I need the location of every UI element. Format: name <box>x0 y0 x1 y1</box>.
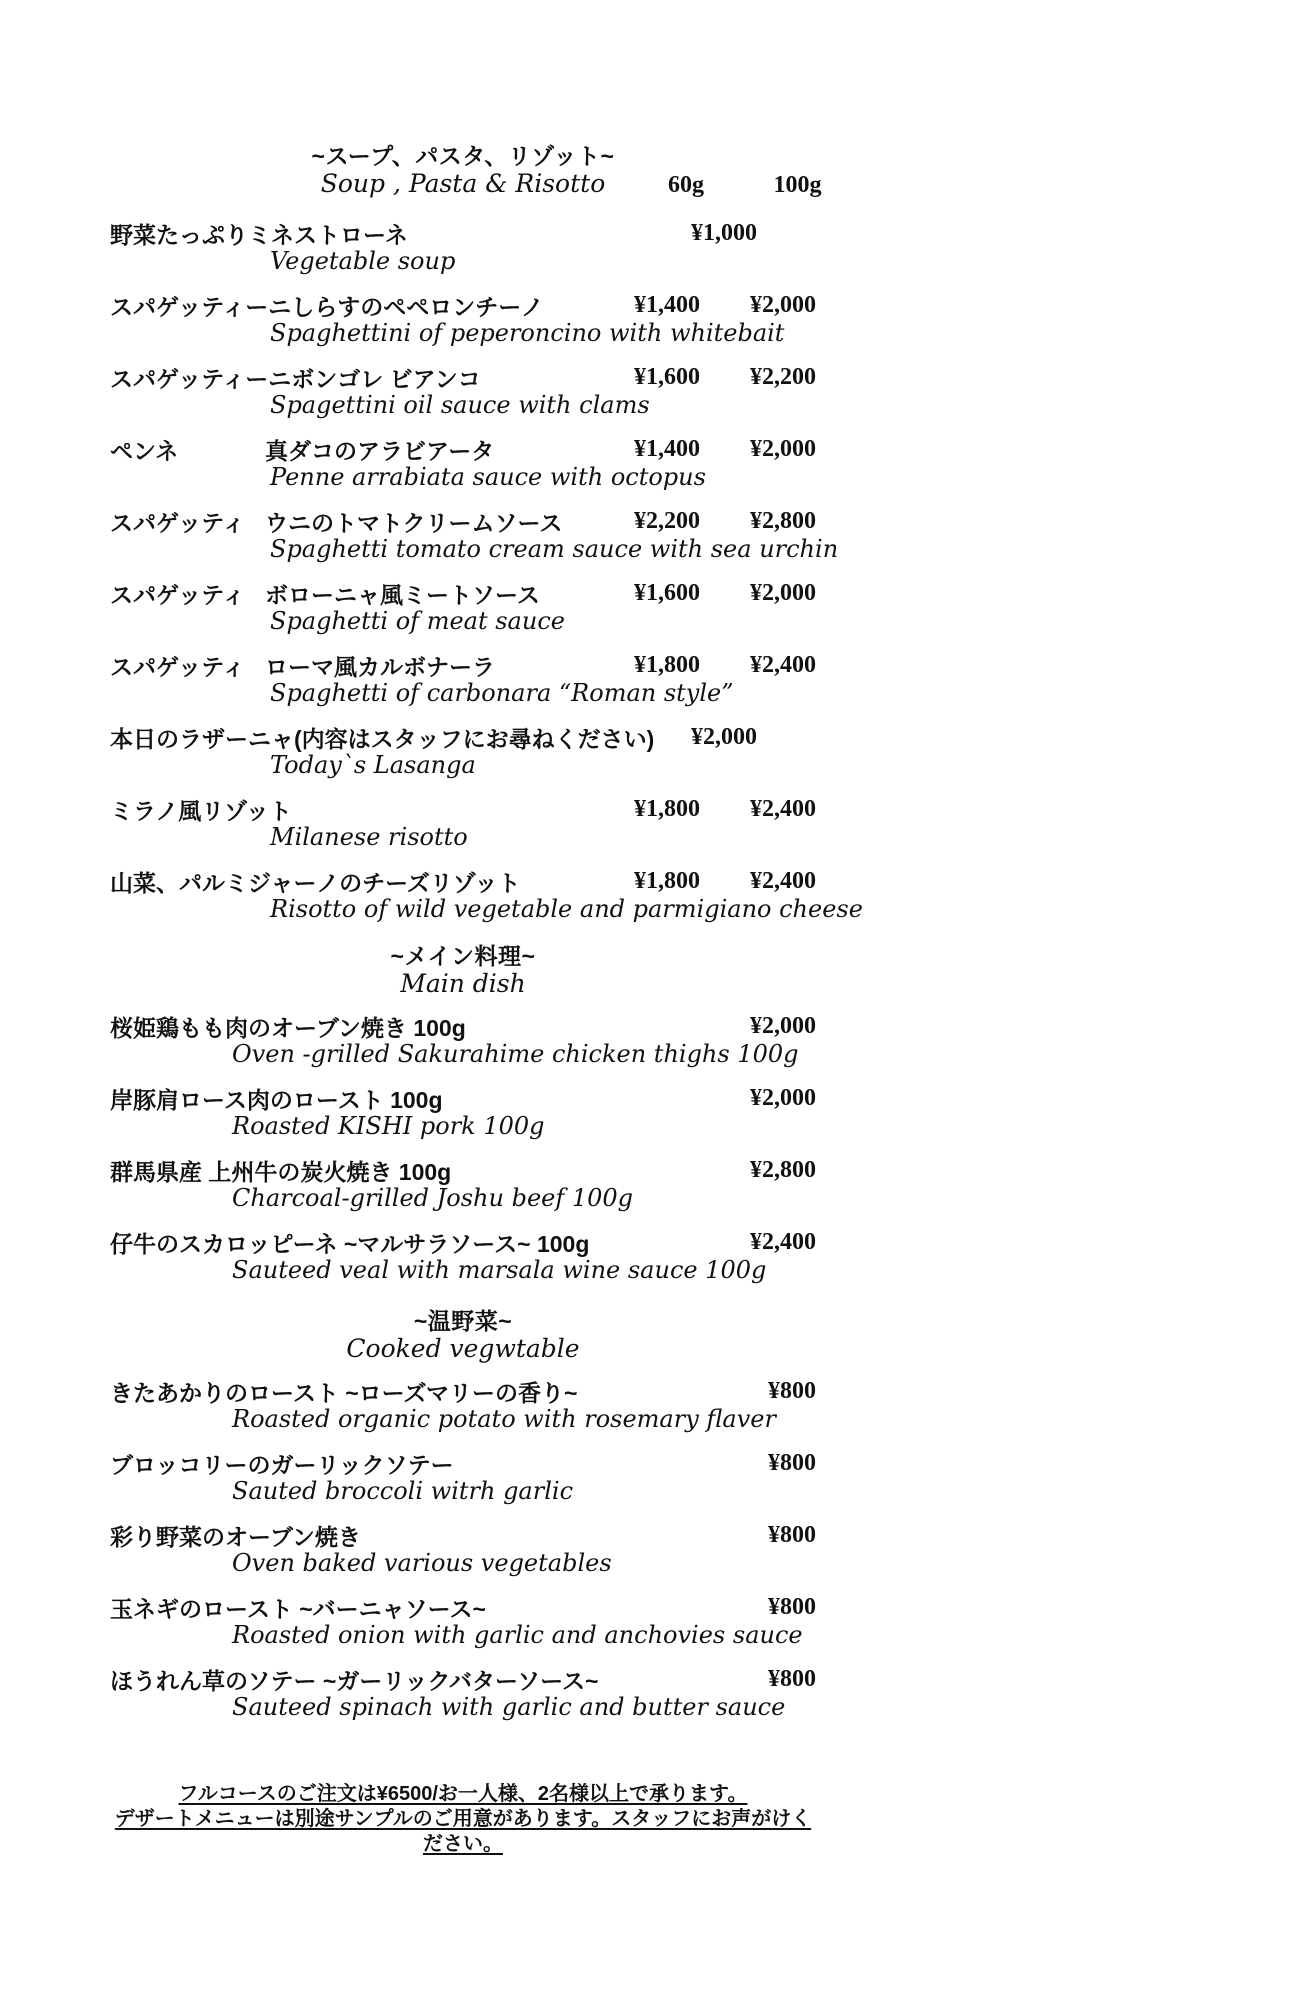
item-name-jp: ほうれん草のソテー ~ガーリックバターソース~ <box>110 1668 599 1694</box>
section-title-jp: ~メイン料理~ <box>390 943 536 969</box>
section-title-jp: ~スープ、パスタ、リゾット~ <box>311 143 615 169</box>
item-name-en: Risotto of wild vegetable and parmigiano cheese <box>270 895 863 923</box>
menu-item <box>110 438 816 490</box>
item-price-100g: ¥2,000 <box>750 292 816 318</box>
column-header-60g: 60g <box>668 172 704 198</box>
menu-content <box>110 143 863 1740</box>
item-name-jp: ミラノ風リゾット <box>110 798 292 824</box>
item-name-en: Roasted onion with garlic and anchovies sauce <box>232 1621 803 1649</box>
item-name-jp: 真ダコのアラビアータ <box>265 438 495 464</box>
item-name-en: Spaghettini of peperoncino with whitebait <box>270 319 785 347</box>
item-price: ¥2,800 <box>750 1157 816 1183</box>
item-pasta-type-jp: スパゲッティーニ <box>110 294 292 320</box>
item-price-60g: ¥1,600 <box>634 364 700 390</box>
item-name-en: Sauteed veal with marsala wine sauce 100g <box>232 1256 767 1284</box>
item-price: ¥800 <box>768 1450 816 1476</box>
item-price-100g: ¥2,400 <box>750 868 816 894</box>
item-name-jp: 玉ネギのロースト ~バーニャソース~ <box>110 1596 486 1622</box>
item-line-jp <box>110 870 816 896</box>
footer-note-full-course: フルコースのご注文は¥6500/お一人様、2名様以上で承ります。 <box>178 1783 748 1805</box>
item-line-jp <box>110 222 816 248</box>
item-line-jp <box>110 438 816 464</box>
item-line-jp <box>110 294 816 320</box>
item-price-100g: ¥2,400 <box>750 796 816 822</box>
item-name-en: Penne arrabiata sauce with octopus <box>270 463 706 491</box>
item-pasta-type-jp: スパゲッティ <box>110 582 246 608</box>
menu-item <box>110 366 816 418</box>
menu-item <box>110 222 816 274</box>
item-name-jp: 野菜たっぷりミネストローネ <box>110 222 408 248</box>
item-line-jp <box>110 1668 816 1694</box>
item-name-jp: 岸豚肩ロース肉のロースト 100g <box>110 1087 443 1113</box>
item-price: ¥1,000 <box>691 220 757 246</box>
item-price-60g: ¥1,800 <box>634 796 700 822</box>
section-title-en: Cooked vegwtable <box>346 1334 580 1363</box>
item-line-jp <box>110 1596 816 1622</box>
menu-item <box>110 294 816 346</box>
menu-item <box>110 1159 816 1211</box>
menu-item <box>110 1380 816 1432</box>
item-name-en: Spaghetti tomato cream sauce with sea urchin <box>270 535 839 563</box>
item-price-60g: ¥1,800 <box>634 652 700 678</box>
item-price: ¥2,000 <box>750 1013 816 1039</box>
item-line-jp <box>110 726 816 752</box>
item-line-jp <box>110 582 816 608</box>
item-name-en: Today`s Lasanga <box>270 751 476 779</box>
menu-section <box>110 1308 816 1720</box>
item-pasta-type-jp: スパゲッティーニ <box>110 366 292 392</box>
item-name-jp: 仔牛のスカロッピーネ ~マルサラソース~ 100g <box>110 1231 590 1257</box>
item-line-jp <box>110 1015 816 1041</box>
item-price-60g: ¥1,600 <box>634 580 700 606</box>
menu-item <box>110 1452 816 1504</box>
item-price: ¥800 <box>768 1594 816 1620</box>
item-price-100g: ¥2,200 <box>750 364 816 390</box>
item-price-60g: ¥2,200 <box>634 508 700 534</box>
footer-note-dessert: デザートメニューは別途サンプルのご用意があります。スタッフにお声がけください。 <box>114 1808 812 1855</box>
menu-item <box>110 1668 816 1720</box>
item-name-en: Spaghetti of carbonara “Roman style” <box>270 679 734 707</box>
item-name-en: Spaghetti of meat sauce <box>270 607 565 635</box>
item-pasta-type-jp: スパゲッティ <box>110 510 246 536</box>
menu-item <box>110 868 863 923</box>
item-line-jp <box>110 1524 816 1550</box>
item-name-en: Charcoal-grilled Joshu beef 100g <box>232 1184 634 1212</box>
item-name-en: Oven baked various vegetables <box>232 1549 612 1577</box>
item-price-100g: ¥2,400 <box>750 652 816 678</box>
item-name-jp: しらすのペペロンチーノ <box>291 294 544 320</box>
menu-item <box>110 726 816 778</box>
menu-sections <box>110 143 863 1721</box>
menu-item <box>110 1087 816 1139</box>
section-header <box>110 143 822 199</box>
item-line-jp <box>110 1452 816 1478</box>
item-name-en: Spagettini oil sauce with clams <box>270 391 650 419</box>
item-line-jp <box>110 1159 816 1185</box>
column-header-100g: 100g <box>773 172 822 198</box>
item-name-en: Sauteed spinach with garlic and butter sauce <box>232 1693 786 1721</box>
section-title-jp: ~温野菜~ <box>413 1308 513 1334</box>
item-name-jp: ウニのトマトクリームソース <box>265 510 563 536</box>
menu-item <box>110 1524 816 1576</box>
menu-section <box>110 943 816 1283</box>
item-name-en: Milanese risotto <box>270 823 468 851</box>
menu-item <box>110 798 816 850</box>
item-name-en: Oven -grilled Sakurahime chicken thighs 100g <box>232 1040 799 1068</box>
section-items <box>110 1380 816 1720</box>
menu-section <box>110 143 863 923</box>
footer-notes <box>110 1782 816 1857</box>
item-name-jp: きたあかりのロースト ~ローズマリーの香り~ <box>110 1380 578 1406</box>
item-price: ¥800 <box>768 1522 816 1548</box>
item-price: ¥2,000 <box>691 724 757 750</box>
item-price-60g: ¥1,800 <box>634 868 700 894</box>
item-name-jp: 彩り野菜のオーブン焼き <box>110 1524 361 1550</box>
item-price: ¥800 <box>768 1666 816 1692</box>
item-price: ¥800 <box>768 1378 816 1404</box>
item-price: ¥2,400 <box>750 1229 816 1255</box>
menu-item <box>110 582 816 634</box>
item-price-60g: ¥1,400 <box>634 436 700 462</box>
item-line-jp <box>110 510 816 536</box>
item-name-jp: ローマ風カルボナーラ <box>265 654 495 680</box>
item-price-100g: ¥2,800 <box>750 508 816 534</box>
item-pasta-type-jp: スパゲッティ <box>110 654 246 680</box>
item-line-jp <box>110 1231 816 1257</box>
section-header <box>110 1308 816 1364</box>
item-price-100g: ¥2,000 <box>750 436 816 462</box>
item-name-jp: ボンゴレ ビアンコ <box>291 366 481 392</box>
section-items <box>110 220 863 923</box>
section-title-en: Soup , Pasta & Risotto <box>320 169 606 198</box>
menu-item <box>110 1231 816 1283</box>
item-line-jp <box>110 366 816 392</box>
item-price-100g: ¥2,000 <box>750 580 816 606</box>
menu-item <box>110 508 839 563</box>
item-line-jp <box>110 1380 816 1406</box>
item-pasta-type-jp: ペンネ <box>110 438 179 464</box>
item-line-jp <box>110 798 816 824</box>
item-name-jp: 桜姫鶏もも肉のオーブン焼き 100g <box>110 1015 466 1041</box>
item-name-en: Sauted broccoli witrh garlic <box>232 1477 574 1505</box>
item-name-en: Roasted KISHI pork 100g <box>232 1112 545 1140</box>
item-name-jp: 群馬県産 上州牛の炭火焼き 100g <box>110 1159 452 1185</box>
item-name-en: Vegetable soup <box>270 247 456 275</box>
menu-item <box>110 1596 816 1648</box>
section-title-en: Main dish <box>400 969 526 998</box>
item-name-jp: ボローニャ風ミートソース <box>265 582 540 608</box>
item-name-jp: ブロッコリーのガーリックソテー <box>110 1452 454 1478</box>
item-name-en: Roasted organic potato with rosemary flaver <box>232 1405 776 1433</box>
menu-item <box>110 1015 816 1067</box>
item-line-jp <box>110 654 816 680</box>
item-name-jp: 山菜、パルミジャーノのチーズリゾット <box>110 870 521 896</box>
section-items <box>110 1015 816 1283</box>
item-price-60g: ¥1,400 <box>634 292 700 318</box>
section-header <box>110 943 816 999</box>
menu-item <box>110 654 816 706</box>
item-line-jp <box>110 1087 816 1113</box>
item-name-jp: 本日のラザーニャ(内容はスタッフにお尋ねください) <box>110 726 655 752</box>
item-price: ¥2,000 <box>750 1085 816 1111</box>
